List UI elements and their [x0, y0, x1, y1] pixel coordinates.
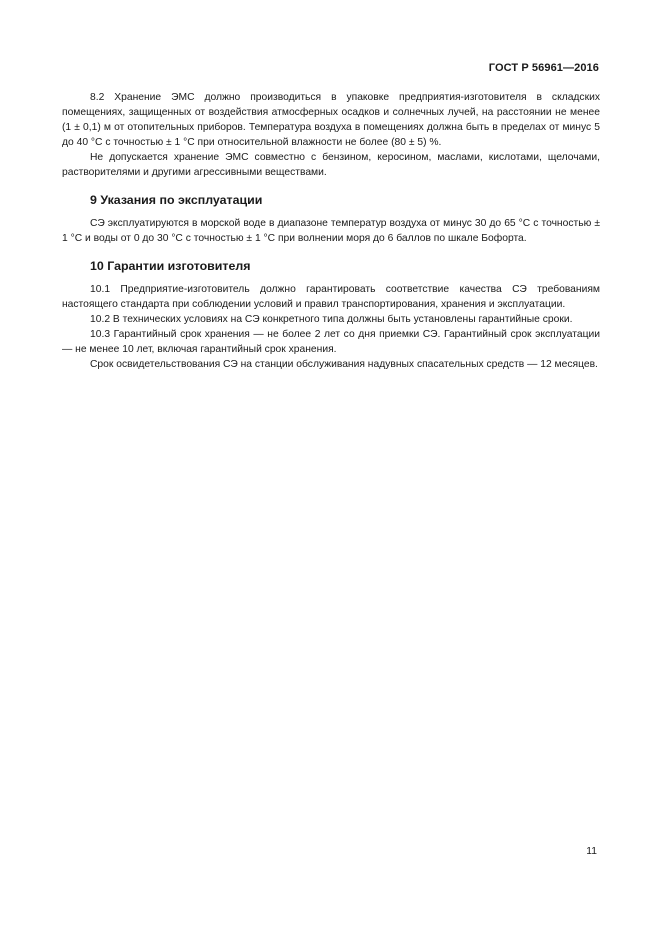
warranty-paragraph-10-1: 10.1 Предприятие-изготовитель должно гарантировать соответствие качества СЭ требованиям настоящего стандарта при соблюдении условий и правил транспортирования, хранения и эксплуатации. — [62, 284, 600, 310]
warranty-paragraph-10-2: 10.2 В технических условиях на СЭ конкретного типа должны быть установлены гарантийные сроки. — [90, 314, 573, 325]
warranty-paragraph-inspection: Срок освидетельствования СЭ на станции обслуживания надувных спасательных средств — 12 месяцев. — [90, 359, 598, 370]
storage-paragraph-restrictions: Не допускается хранение ЭМС совместно с бензином, керосином, маслами, кислотами, щелочами, растворителями и другими агрессивными веществами. — [62, 152, 600, 178]
storage-paragraph-8-2: 8.2 Хранение ЭМС должно производиться в упаковке предприятия-изготовителя в складских помещениях, защищенных от воздействия атмосферных осадков и солнечных лучей, на расстоянии не менее (1 ± 0,1) м от отопительных приборов. Температура воздуха в помещениях должна быть в пределах от минус 5 до 40 °С с точностью ± 1 °С при относительной влажности не более (80 ± 5) %. — [62, 92, 600, 148]
section-heading-warranty: 10 Гарантии изготовителя — [90, 259, 251, 273]
section-heading-operation: 9 Указания по эксплуатации — [90, 193, 263, 207]
standard-number-header: ГОСТ Р 56961—2016 — [488, 62, 599, 74]
page-number: 11 — [586, 846, 597, 857]
warranty-paragraph-10-3: 10.3 Гарантийный срок хранения — не более 2 лет со дня приемки СЭ. Гарантийный срок эксплуатации — не менее 10 лет, включая гарантийный срок хранения. — [62, 329, 600, 355]
operation-paragraph: СЭ эксплуатируются в морской воде в диапазоне температур воздуха от минус 30 до 65 °С с точностью ± 1 °С и воды от 0 до 30 °С с точностью ± 1 °С при волнении моря до 6 баллов по шкале Бофорта. — [62, 218, 600, 244]
document-body — [62, 90, 600, 372]
